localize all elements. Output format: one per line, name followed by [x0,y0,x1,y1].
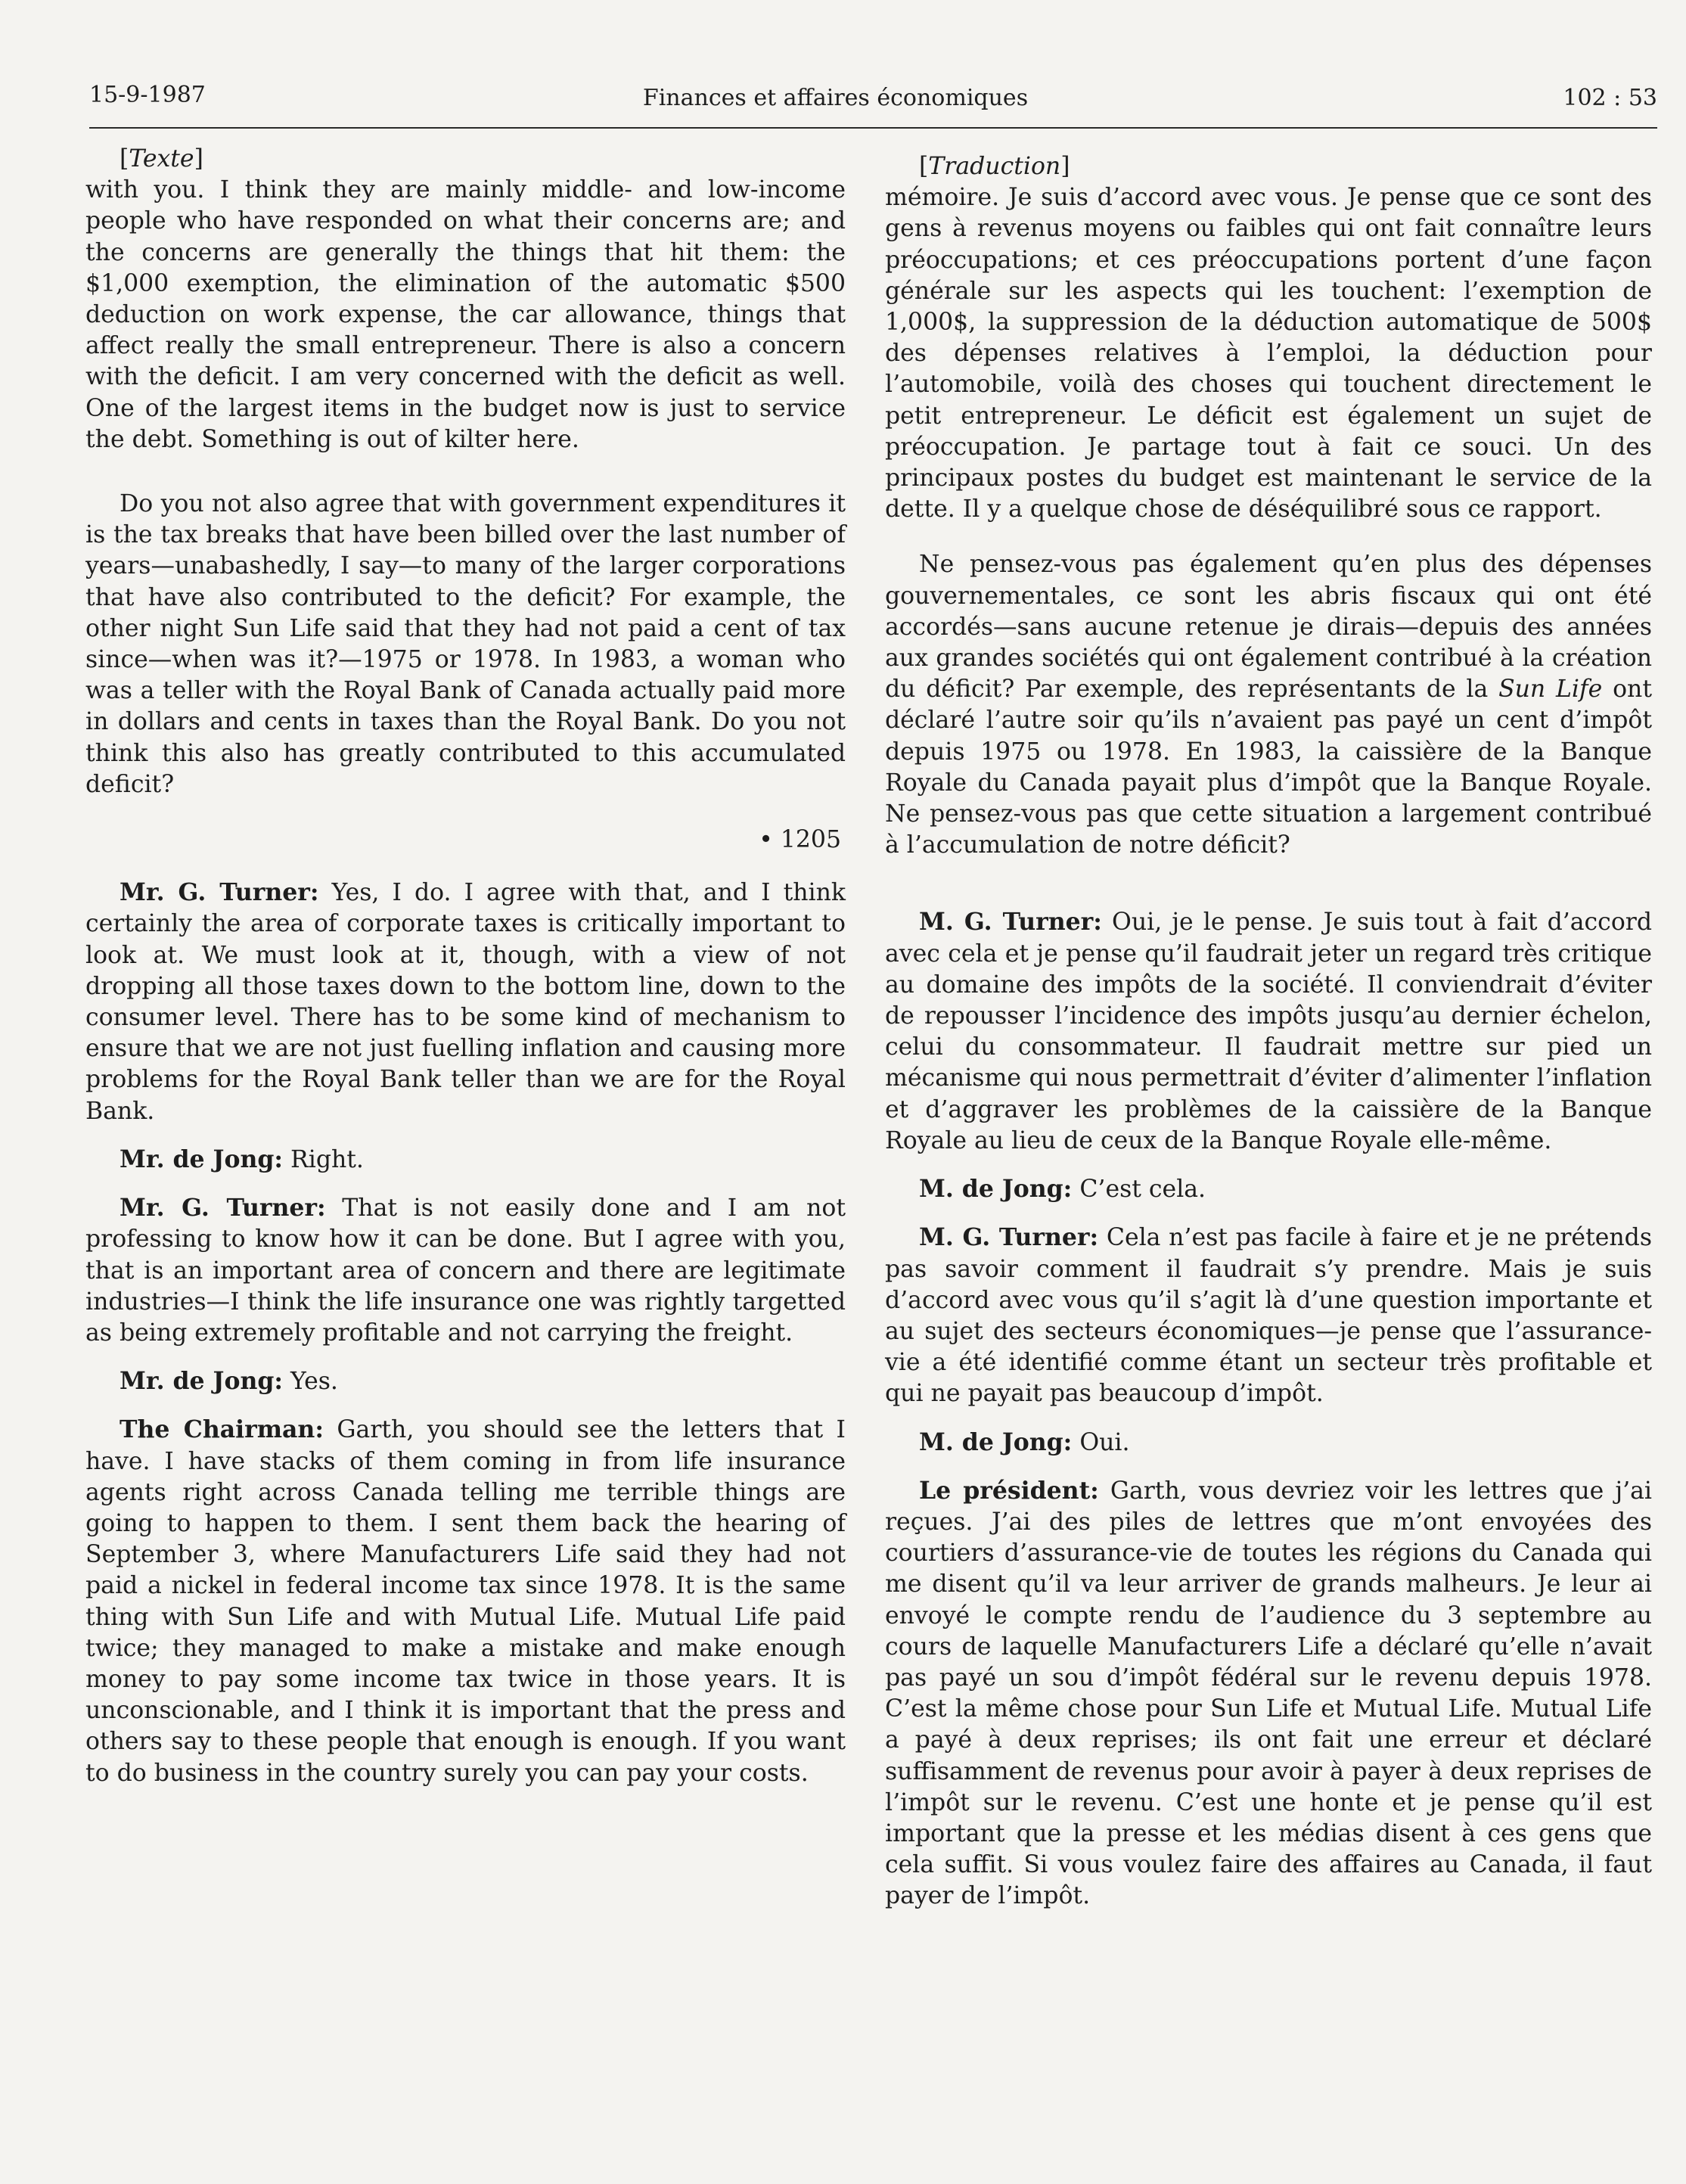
english-column [85,144,846,1806]
speaker-name: M. G. Turner: [919,908,1102,937]
speaker-name: Le président: [919,1476,1099,1505]
speaker-text: Yes, I do. I agree with that, and I think certainly the area of corporate taxes is critically important to look at. We must look at it, though, with a view of not dropping all those taxes down to the bottom line, down to the consumer level. There has to be some kind of mechanism to ensure that we are not just fuelling inflation and causing more problems for the Royal Bank teller than we are for the Royal Bank. [85,879,846,1125]
speaker-turn [85,1192,846,1349]
paragraph: mémoire. Je suis d’accord avec vous. Je pense que ce sont des gens à revenus moyens ou faibles qui ont fait connaître leurs préoccupations; et ces préoccupations portent d’une façon générale sur les aspects qui les touchent: l’exemption de 1,000$, la suppression de la déduction automatique de 500$ des dépenses relatives à l’emploi, la déduction pour l’automobile, voilà des choses qui touchent directement le petit entrepreneur. Le déficit est également un sujet de préoccupation. Je partage tout à fait ce souci. Un des principaux postes du budget est maintenant le service de la dette. Il y a quelque chose de déséquilibré sous ce rapport. [885,184,1652,523]
speaker-text: C’est cela. [1072,1176,1206,1204]
speaker-text: That is not easily done and I am not professing to know how it can be done. But I agree with you, that is an important area of concern and there are legitimate industries—I think the life insurance one was rightly targetted as being extremely profitable and not carrying the freight. [85,1195,846,1347]
page-header [89,82,1657,129]
header-page-number: 102 : 53 [1563,85,1657,111]
paragraph: with you. I think they are mainly middle- and low-income people who have responded on what their concerns are; and the concerns are generally the things that hit them: the $1,000 exemption, the elimination of the automatic $500 deduction on work expense, the car allowance, things that affect really the small entrepreneur. There is also a concern with the deficit. I am very concerned with the deficit as well. One of the largest items in the budget now is just to service the debt. Something is out of kilter here. [85,176,846,453]
speaker-name: M. de Jong: [919,1428,1073,1456]
speaker-turn [885,1173,1652,1205]
speaker-text: Oui. [1072,1428,1130,1456]
language-label-english: [Texte] [120,145,203,172]
speaker-name: M. de Jong: [919,1175,1073,1204]
speaker-turn [85,1365,846,1397]
speaker-name: Mr. de Jong: [120,1145,284,1173]
paragraph: Do you not also agree that with government expenditures it is the tax breaks that have been billed over the last number of years—unabashedly, I say—to many of the larger corporations that have also contributed to the deficit? For example, the other night Sun Life said that they had not paid a cent of tax since—when was it?—1975 or 1978. In 1983, a woman who was a teller with the Royal Bank of Canada actually paid more in dollars and cents in taxes than the Royal Bank. Do you not think this also has greatly contributed to this accumulated deficit? [85,490,846,798]
speaker-turn [85,1414,846,1788]
french-column [885,144,1652,1929]
speaker-turn [85,877,846,1127]
speaker-text: Oui, je le pense. Je suis tout à fait d’accord avec cela et je pense qu’il faudrait jeter un regard très critique au domaine des impôts de la société. Il conviendrait d’éviter de repousser l’incidence des impôts jusqu’au dernier échelon, celui du consommateur. Il faudrait mettre sur pied un mécanisme qui nous permettrait d’éviter d’alimenter l’inflation et d’aggraver les problèmes de la caissière de la Banque Royale au lieu de ceux de la Banque Royale elle-même. [885,909,1653,1154]
paragraph: Ne pensez-vous pas également qu’en plus des dépenses gouvernementales, ce sont les abris fiscaux qui ont été accordés—sans aucune retenue je dirais—depuis des années aux grandes sociétés qui ont également contribué à la création du déficit? Par exemple, des représentants de la Sun Life ont déclaré l’autre soir qu’ils n’avaient pas payé un cent d’impôt depuis 1975 ou 1978. En 1983, la caissière de la Banque Royale du Canada payait plus d’impôt que la Banque Royale. Ne pensez-vous pas que cette situation a largement contribué à l’accumulation de notre déficit? [885,551,1652,859]
speaker-text: Garth, vous devriez voir les lettres que j’ai reçues. J’ai des piles de lettres que m’ont envoyées des courtiers d’assurance-vie de toutes les régions du Canada qui me disent qu’il va leur arriver de grands malheurs. Je leur ai envoyé le compte rendu de l’audience du 3 septembre au cours de laquelle Manufacturers Life a déclaré qu’elle n’avait pas payé un sou d’impôt fédéral sur le revenu depuis 1978. C’est la même chose pour Sun Life et Mutual Life. Mutual Life a payé à deux reprises; ils ont fait une erreur et déclaré suffisamment de revenus pour avoir à payer à deux reprises de l’impôt sur le revenu. C’est une honte et je pense qu’il est important que la presse et les médias disent à ces gens que cela suffit. Si vous voulez faire des affaires au Canada, il faut payer de l’impôt. [885,1477,1652,1910]
header-title: Finances et affaires économiques [642,85,1029,111]
header-date: 15-9-1987 [89,82,206,108]
speaker-turn [885,1222,1652,1409]
speaker-text: Garth, you should see the letters that I have. I have stacks of them coming in from life insurance agents right across Canada telling me terrible things are going to happen to them. I sent them back the hearing of September 3, where Manufacturers Life said they had not paid a nickel in federal income tax since 1978. It is the same thing with Sun Life and with Mutual Life. Mutual Life paid twice; they managed to make a mistake and make enough money to pay some income tax twice in those years. It is unconscionable, and I think it is important that the press and others say to these people that enough is enough. If you want to do business in the country surely you can pay your costs. [85,1416,846,1787]
speaker-turn [85,1144,846,1176]
speaker-turn [885,1427,1652,1459]
speaker-name: The Chairman: [120,1415,324,1444]
speaker-turn [885,906,1652,1157]
speaker-turn [885,1475,1652,1912]
speaker-name: Mr. de Jong: [120,1367,284,1396]
speaker-name: Mr. G. Turner: [120,878,319,907]
speaker-text: Yes. [283,1368,338,1396]
time-marker: • 1205 [759,826,841,854]
speaker-name: M. G. Turner: [919,1223,1099,1252]
speaker-text: Cela n’est pas facile à faire et je ne prétends pas savoir comment il faudrait s’y prendre. Mais je suis d’accord avec vous qu’il s’agit là d’une question importante et au sujet des secteurs économiques—je pense que l’assurance-vie a été identifié comme étant un secteur très profitable et qui ne payait pas beaucoup d’impôt. [885,1224,1652,1408]
speaker-text: Right. [283,1145,364,1173]
language-label-french: [Traduction] [919,153,1070,180]
speaker-name: Mr. G. Turner: [120,1194,326,1222]
